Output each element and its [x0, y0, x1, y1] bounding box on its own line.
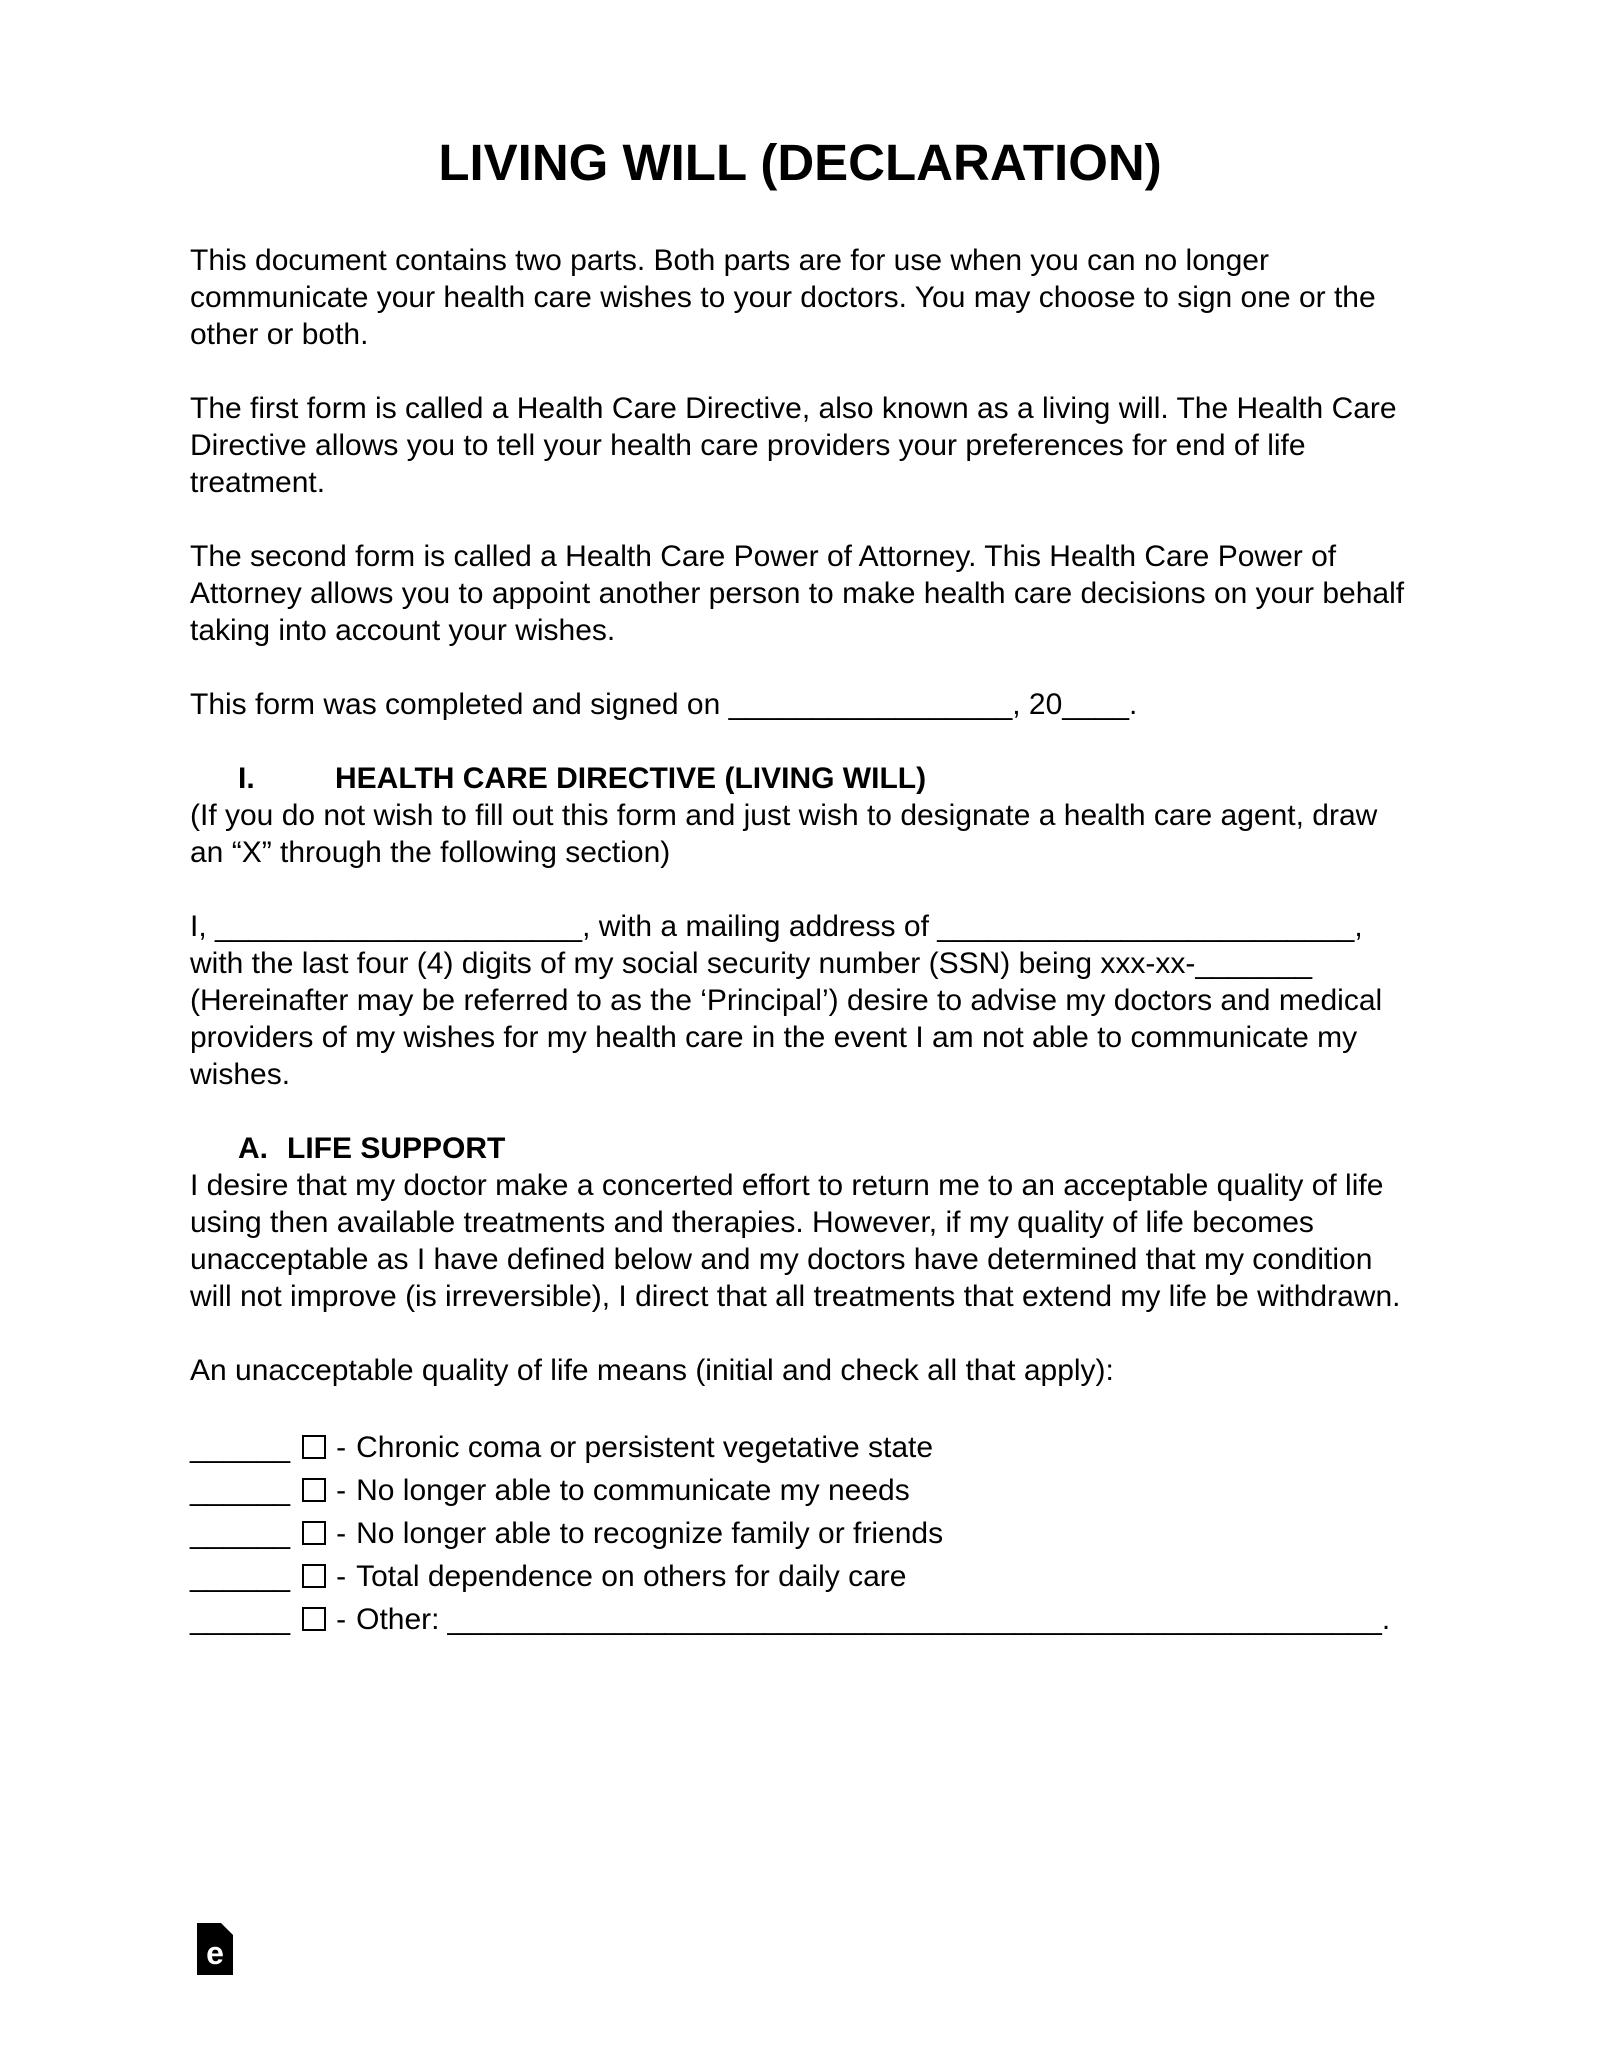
eforms-logo-icon	[197, 1923, 233, 1975]
signed-year-blank[interactable]: ____	[1062, 688, 1130, 721]
signed-date-blank[interactable]: _________________	[728, 688, 1013, 721]
checklist-item-chronic-coma	[190, 1426, 1410, 1469]
signed-date-mid: , 20	[1012, 688, 1063, 721]
intro-paragraph-2: The first form is called a Health Care Directive, also known as a living will. The Health Care Directive allows you to tell your health care providers your preferences for end of life treatment.	[190, 392, 1397, 499]
intro-paragraph-1: This document contains two parts. Both parts are for use when you can no longer communicate your health care wishes to your doctors. You may choose to sign one or the other or both.	[190, 244, 1376, 351]
item-separator: -	[336, 1603, 347, 1636]
checkbox-icon[interactable]	[302, 1607, 326, 1631]
section-a-title: LIFE SUPPORT	[287, 1132, 506, 1165]
principal-seg-4: (Hereinafter may be referred to as the ‘Principal’) desire to advise my doctors and medical providers of my wishes for my health care in the event I am not able to communicate my wishes.	[190, 984, 1383, 1091]
principal-statement	[190, 908, 1410, 1093]
principal-seg-3: , with the last four (4) digits of my social security number (SSN) being xxx-xx-	[190, 910, 1363, 980]
initials-blank[interactable]: ______	[190, 1517, 291, 1550]
checklist-item-recognize-family	[190, 1512, 1410, 1555]
initials-blank[interactable]: ______	[190, 1474, 291, 1507]
item-separator: -	[336, 1431, 347, 1464]
checklist-prompt: An unacceptable quality of life means (initial and check all that apply):	[190, 1354, 1114, 1387]
principal-seg-2: , with a mailing address of	[582, 910, 938, 943]
signed-date-line	[190, 686, 1410, 723]
intro-paragraph-3: The second form is called a Health Care Power of Attorney. This Health Care Power of Attorney allows you to appoint another person to make health care decisions on your behalf taking into account your wishes.	[190, 540, 1405, 647]
section-1-heading	[190, 760, 1410, 797]
item-separator: -	[336, 1474, 347, 1507]
signed-date-suffix: .	[1129, 688, 1138, 721]
section-1-number: I.	[238, 762, 255, 795]
principal-seg-1: I,	[190, 910, 216, 943]
initials-blank[interactable]: ______	[190, 1603, 291, 1636]
section-a-letter: A.	[238, 1132, 268, 1165]
checklist-item-communicate-needs	[190, 1469, 1410, 1512]
initials-blank[interactable]: ______	[190, 1431, 291, 1464]
checklist-item-label: No longer able to communicate my needs	[356, 1474, 910, 1507]
checkbox-icon[interactable]	[302, 1435, 326, 1459]
eforms-logo-letter: e	[206, 1935, 224, 1971]
checklist-item-label: Chronic coma or persistent vegetative state	[356, 1431, 934, 1464]
item-separator: -	[336, 1517, 347, 1550]
item-separator: -	[336, 1560, 347, 1593]
section-1-title: HEALTH CARE DIRECTIVE (LIVING WILL)	[335, 762, 927, 795]
checkbox-icon[interactable]	[302, 1564, 326, 1588]
mailing-address-blank[interactable]: _________________________	[937, 910, 1355, 943]
checklist-item-other	[190, 1598, 1410, 1641]
other-period: .	[1381, 1603, 1391, 1636]
other-description-blank[interactable]: ________________________________________________________	[447, 1603, 1382, 1636]
ssn-last-four-blank[interactable]: _______	[1195, 947, 1313, 980]
checkbox-icon[interactable]	[302, 1478, 326, 1502]
section-a-heading	[190, 1130, 1410, 1167]
principal-name-blank[interactable]: ______________________	[215, 910, 583, 943]
checklist-item-total-dependence	[190, 1555, 1410, 1598]
initials-blank[interactable]: ______	[190, 1560, 291, 1593]
unacceptable-quality-checklist	[190, 1426, 1410, 1641]
checklist-item-label: Other:	[356, 1603, 440, 1636]
life-support-paragraph: I desire that my doctor make a concerted effort to return me to an acceptable quality of life using then available treatments and therapies. However, if my quality of life becomes unacceptable as I have defined below and my doctors have determined that my condition will not improve (is irreversible), I direct that all treatments that extend my life be withdrawn.	[190, 1169, 1401, 1313]
checklist-item-label: Total dependence on others for daily care	[356, 1560, 907, 1593]
document-title: LIVING WILL (DECLARATION)	[438, 134, 1162, 191]
section-1-note: (If you do not wish to fill out this form and just wish to designate a health care agent, draw an “X” through the following section)	[190, 799, 1378, 869]
signed-date-prefix: This form was completed and signed on	[190, 688, 729, 721]
checklist-item-label: No longer able to recognize family or friends	[356, 1517, 944, 1550]
checkbox-icon[interactable]	[302, 1521, 326, 1545]
